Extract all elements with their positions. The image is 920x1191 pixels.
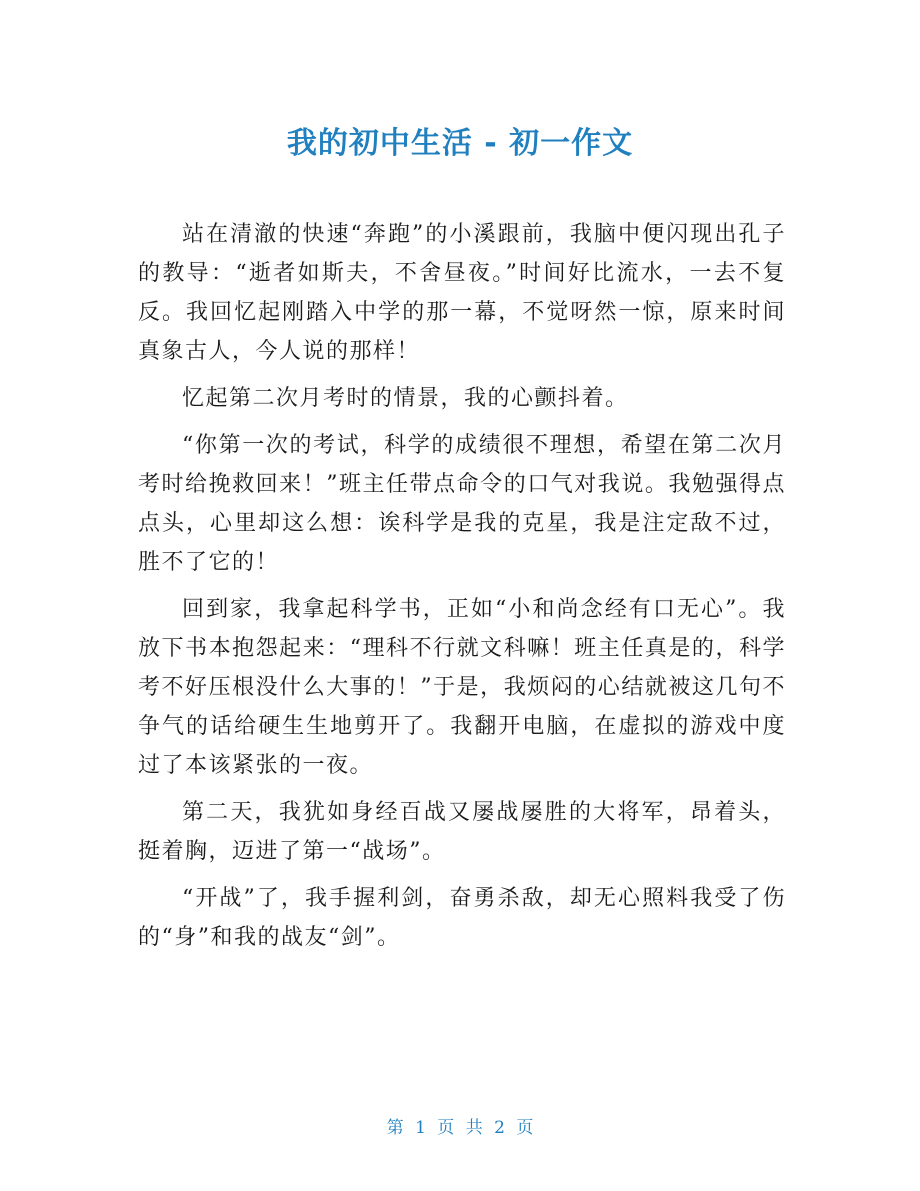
document-body [138, 215, 786, 965]
paragraph-3: “你第一次的考试，科学的成绩很不理想，希望在第二次月考时给挽救回来！”班主任带点命令的口气对我说。我勉强得点点头，心里却这么想：诶科学是我的克星，我是注定敌不过，胜不了它的！ [138, 433, 786, 575]
page-footer: 第 1 页 共 2 页 [386, 1118, 534, 1138]
paragraph-6: “开战”了，我手握利剑，奋勇杀敌，却无心照料我受了伤的“身”和我的战友“剑”。 [138, 886, 786, 950]
paragraph-4: 回到家，我拿起科学书，正如“小和尚念经有口无心”。我放下书本抱怨起来：“理科不行就文科嘛！班主任真是的，科学考不好压根没什么大事的！”于是，我烦闷的心结就被这几句不争气的话给硬生生地剪开了。我翻开电脑，在虚拟的游戏中度过了本该紧张的一夜。 [138, 597, 786, 778]
document-title: 我的初中生活 - 初一作文 [286, 126, 634, 161]
paragraph-1: 站在清澈的快速“奔跑”的小溪跟前，我脑中便闪现出孔子的教导：“逝者如斯夫，不舍昼夜。”时间好比流水，一去不复反。我回忆起刚踏入中学的那一幕，不觉呀然一惊，原来时间真象古人，今人说的那样！ [138, 222, 786, 364]
paragraph-2: 忆起第二次月考时的情景，我的心颤抖着。 [182, 386, 629, 411]
paragraph-5: 第二天，我犹如身经百战又屡战屡胜的大将军，昂着头，挺着胸，迈进了第一“战场”。 [138, 800, 786, 864]
